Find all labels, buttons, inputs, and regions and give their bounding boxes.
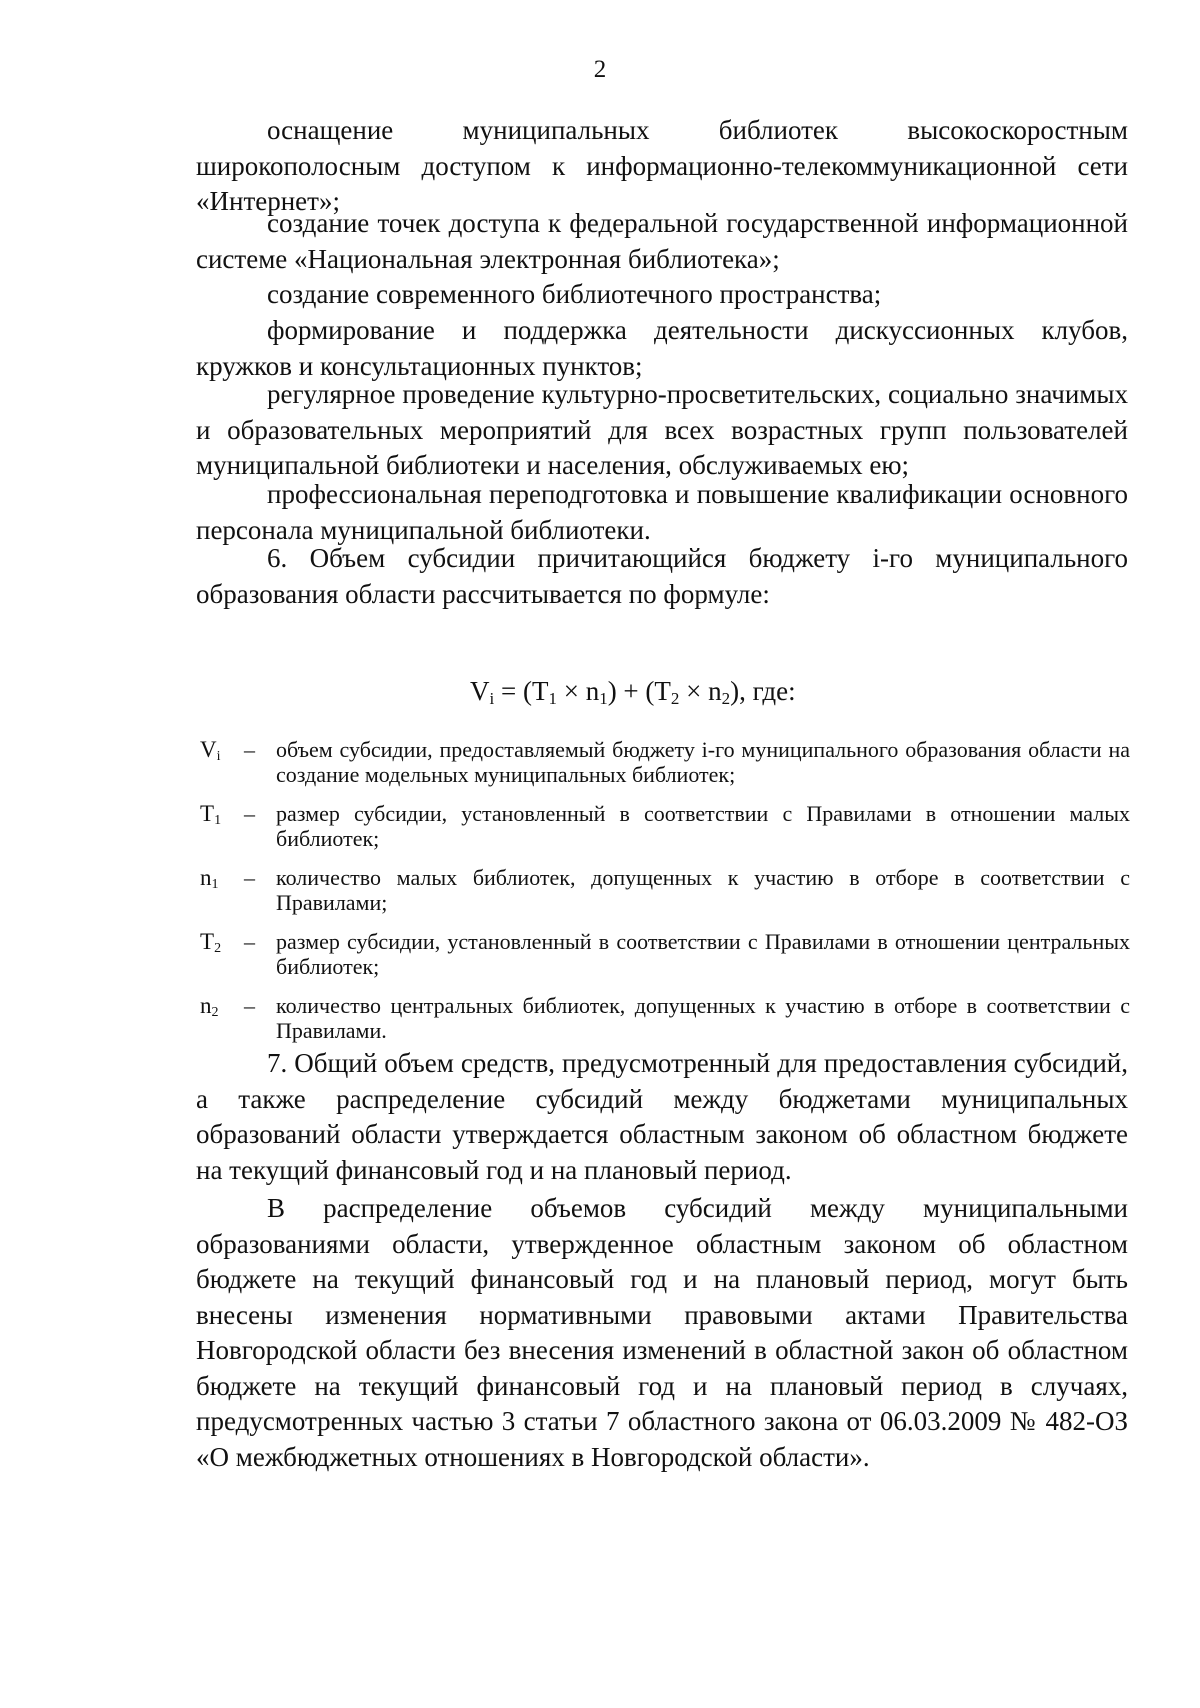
paragraph-access-points: создание точек доступа к федеральной государственной информационной системе «Национальная электронная библиотека»;	[196, 208, 1128, 274]
definition-symbol: $T_2$	[200, 929, 222, 956]
paragraph-clubs: формирование и поддержка деятельности дискуссионных клубов, кружков и консультационных пунктов;	[196, 315, 1128, 381]
definition-symbol: $n_2$	[200, 993, 219, 1020]
definition-dash: –	[244, 993, 255, 1018]
definition-row	[200, 802, 1130, 851]
definition-symbol: $V_i$	[200, 737, 221, 764]
definition-symbol: $T_1$	[200, 801, 222, 828]
definition-text: количество малых библиотек, допущенных к участию в отборе в соответствии с Правилами;	[276, 865, 1130, 915]
definition-text: количество центральных библиотек, допущенных к участию в отборе в соответствии с Правилами.	[276, 993, 1130, 1043]
definition-row	[200, 994, 1130, 1043]
definition-row	[200, 866, 1130, 915]
paragraph-distribution-changes: В распределение объемов субсидий между муниципальными образованиями области, утвержденное областным законом об областном бюджете на текущий финансовый год и на плановый период, могут быть внесены изменения нормативными правовыми актами Правительства Новгородской области без внесения изменений в областной закон об областном бюджете на текущий финансовый год и на плановый период в случаях, предусмотренных частью 3 статьи 7 областного закона от 06.03.2009 № 482-ОЗ «О межбюджетных отношениях в Новгородской области».	[196, 1193, 1128, 1472]
paragraph-events: регулярное проведение культурно-просветительских, социально значимых и образовательных мероприятий для всех возрастных групп пользователей муниципальной библиотеки и населения, обслуживаемых ею;	[196, 379, 1128, 480]
definition-dash: –	[244, 737, 255, 762]
paragraph-item-7: 7. Общий объем средств, предусмотренный для предоставления субсидий, а также распределение субсидий между бюджетами муниципальных образований области утверждается областным законом об областном бюджете на текущий финансовый год и на плановый период.	[196, 1048, 1128, 1185]
paragraph-item-6: 6. Объем субсидии причитающийся бюджету i-го муниципального образования области рассчитывается по формуле:	[196, 543, 1128, 609]
definition-text: размер субсидии, установленный в соответствии с Правилами в отношении центральных библиотек;	[276, 929, 1130, 979]
paragraph-training: профессиональная переподготовка и повышение квалификации основного персонала муниципальной библиотеки.	[196, 479, 1128, 545]
definition-row	[200, 738, 1130, 787]
paragraph-equipment: оснащение муниципальных библиотек высокоскоростным широкополосным доступом к информационно-телекоммуникационной сети «Интернет»;	[196, 115, 1128, 216]
subsidy-formula: $V_i = (T_1 \times n_1) + (T_2 \times n_2)$, где:	[470, 676, 796, 708]
definition-dash: –	[244, 929, 255, 954]
formula-definitions	[200, 738, 1130, 1058]
definition-row	[200, 930, 1130, 979]
definition-text: объем субсидии, предоставляемый бюджету i-го муниципального образования области на создание модельных муниципальных библиотек;	[276, 737, 1130, 787]
definition-dash: –	[244, 865, 255, 890]
definition-dash: –	[244, 801, 255, 826]
page-number: 2	[593, 56, 607, 83]
paragraph-library-space: создание современного библиотечного пространства;	[267, 279, 882, 309]
definition-text: размер субсидии, установленный в соответствии с Правилами в отношении малых библиотек;	[276, 801, 1130, 851]
definition-symbol: $n_1$	[200, 865, 219, 892]
